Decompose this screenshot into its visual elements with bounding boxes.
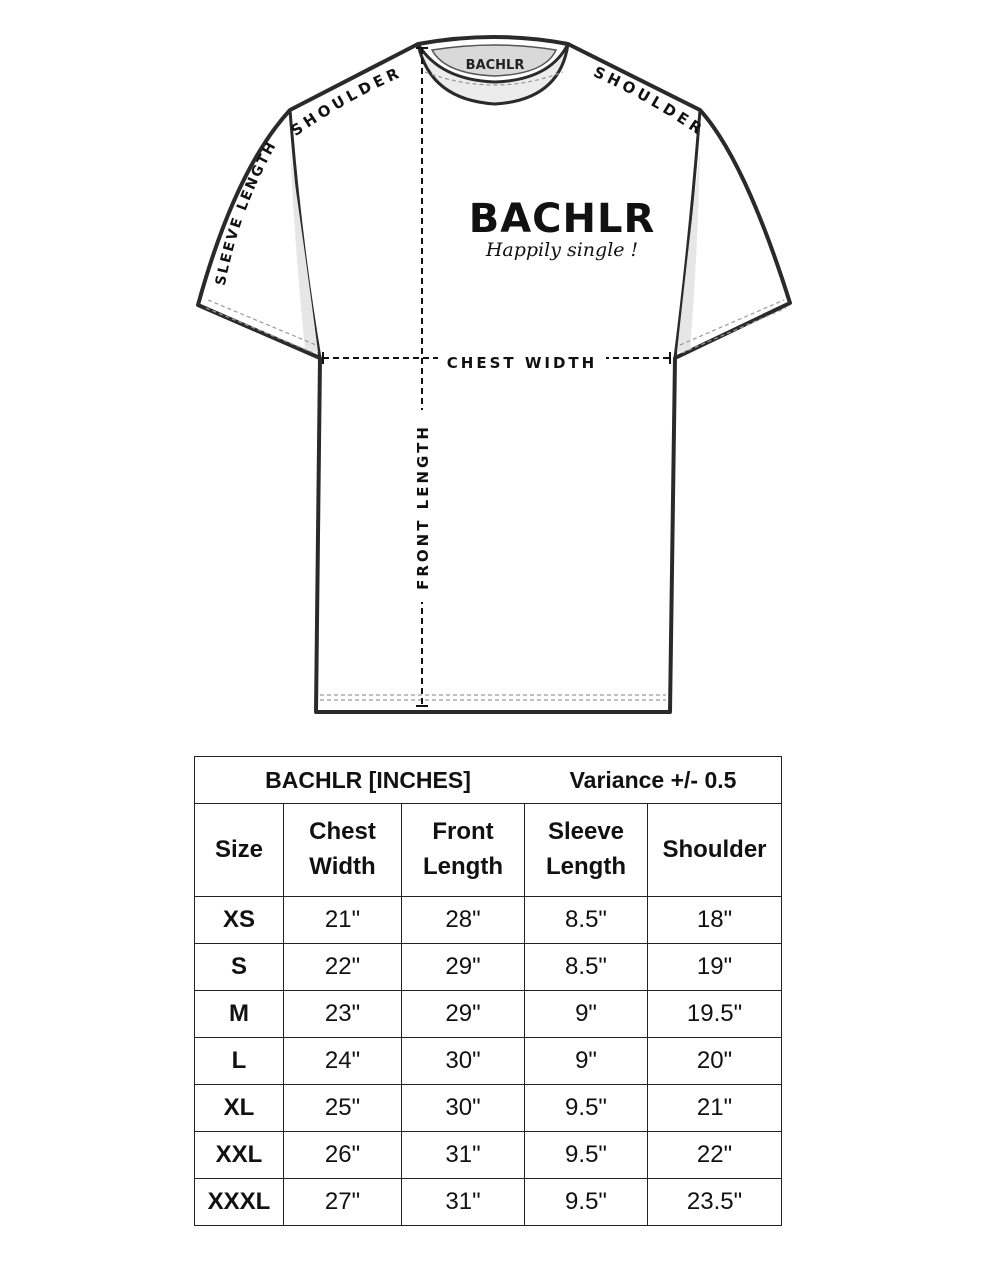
chest-cell: 22" bbox=[284, 944, 402, 991]
size-cell: S bbox=[195, 944, 284, 991]
front-cell: 31" bbox=[402, 1179, 525, 1226]
front-cell: 29" bbox=[402, 991, 525, 1038]
chest-cell: 25" bbox=[284, 1085, 402, 1132]
table-title-cell bbox=[195, 757, 782, 804]
table-row bbox=[195, 1179, 782, 1226]
header-front-length: Front Length bbox=[402, 804, 525, 897]
sleeve-cell: 8.5" bbox=[525, 897, 648, 944]
chest-cell: 26" bbox=[284, 1132, 402, 1179]
shoulder-cell: 22" bbox=[648, 1132, 782, 1179]
header-sleeve-length: Sleeve Length bbox=[525, 804, 648, 897]
table-row bbox=[195, 1132, 782, 1179]
shoulder-cell: 23.5" bbox=[648, 1179, 782, 1226]
front-length-label: FRONT LENGTH bbox=[414, 424, 432, 590]
sleeve-cell: 9" bbox=[525, 991, 648, 1038]
shoulder-cell: 18" bbox=[648, 897, 782, 944]
size-cell: L bbox=[195, 1038, 284, 1085]
brand-tagline: Happily single ! bbox=[485, 239, 639, 261]
variance-note: Variance +/- 0.5 bbox=[569, 766, 737, 793]
sleeve-cell: 9.5" bbox=[525, 1132, 648, 1179]
shoulder-cell: 20" bbox=[648, 1038, 782, 1085]
chest-cell: 27" bbox=[284, 1179, 402, 1226]
sleeve-cell: 8.5" bbox=[525, 944, 648, 991]
chest-width-label: CHEST WIDTH bbox=[446, 354, 598, 372]
shoulder-cell: 19" bbox=[648, 944, 782, 991]
size-cell: XS bbox=[195, 897, 284, 944]
front-cell: 30" bbox=[402, 1085, 525, 1132]
size-cell: M bbox=[195, 991, 284, 1038]
table-row bbox=[195, 897, 782, 944]
header-chest-width: Chest Width bbox=[284, 804, 402, 897]
size-cell: XL bbox=[195, 1085, 284, 1132]
chest-cell: 24" bbox=[284, 1038, 402, 1085]
collar-label: BACHLR bbox=[465, 58, 525, 73]
table-row bbox=[195, 991, 782, 1038]
sleeve-cell: 9" bbox=[525, 1038, 648, 1085]
chest-cell: 23" bbox=[284, 991, 402, 1038]
header-shoulder: Shoulder bbox=[648, 804, 782, 897]
shoulder-cell: 21" bbox=[648, 1085, 782, 1132]
chest-cell: 21" bbox=[284, 897, 402, 944]
size-cell: XXXL bbox=[195, 1179, 284, 1226]
table-title-row bbox=[195, 757, 782, 804]
table-header-row bbox=[195, 804, 782, 897]
table-row bbox=[195, 944, 782, 991]
tshirt-outline bbox=[198, 37, 790, 712]
sleeve-length-label: SLEEVE LENGTH bbox=[212, 138, 281, 287]
sleeve-cell: 9.5" bbox=[525, 1179, 648, 1226]
size-chart-table bbox=[194, 756, 782, 1226]
table-row bbox=[195, 1038, 782, 1085]
front-cell: 30" bbox=[402, 1038, 525, 1085]
sleeve-cell: 9.5" bbox=[525, 1085, 648, 1132]
header-size: Size bbox=[195, 804, 284, 897]
shoulder-right-label: SHOULDER bbox=[590, 62, 709, 140]
front-cell: 31" bbox=[402, 1132, 525, 1179]
table-row bbox=[195, 1085, 782, 1132]
table-title: BACHLR [INCHES] bbox=[265, 766, 471, 793]
shoulder-cell: 19.5" bbox=[648, 991, 782, 1038]
front-cell: 29" bbox=[402, 944, 525, 991]
shoulder-left-label: SHOULDER bbox=[287, 62, 406, 140]
front-cell: 28" bbox=[402, 897, 525, 944]
brand-logo: BACHLR bbox=[468, 196, 656, 242]
size-cell: XXL bbox=[195, 1132, 284, 1179]
